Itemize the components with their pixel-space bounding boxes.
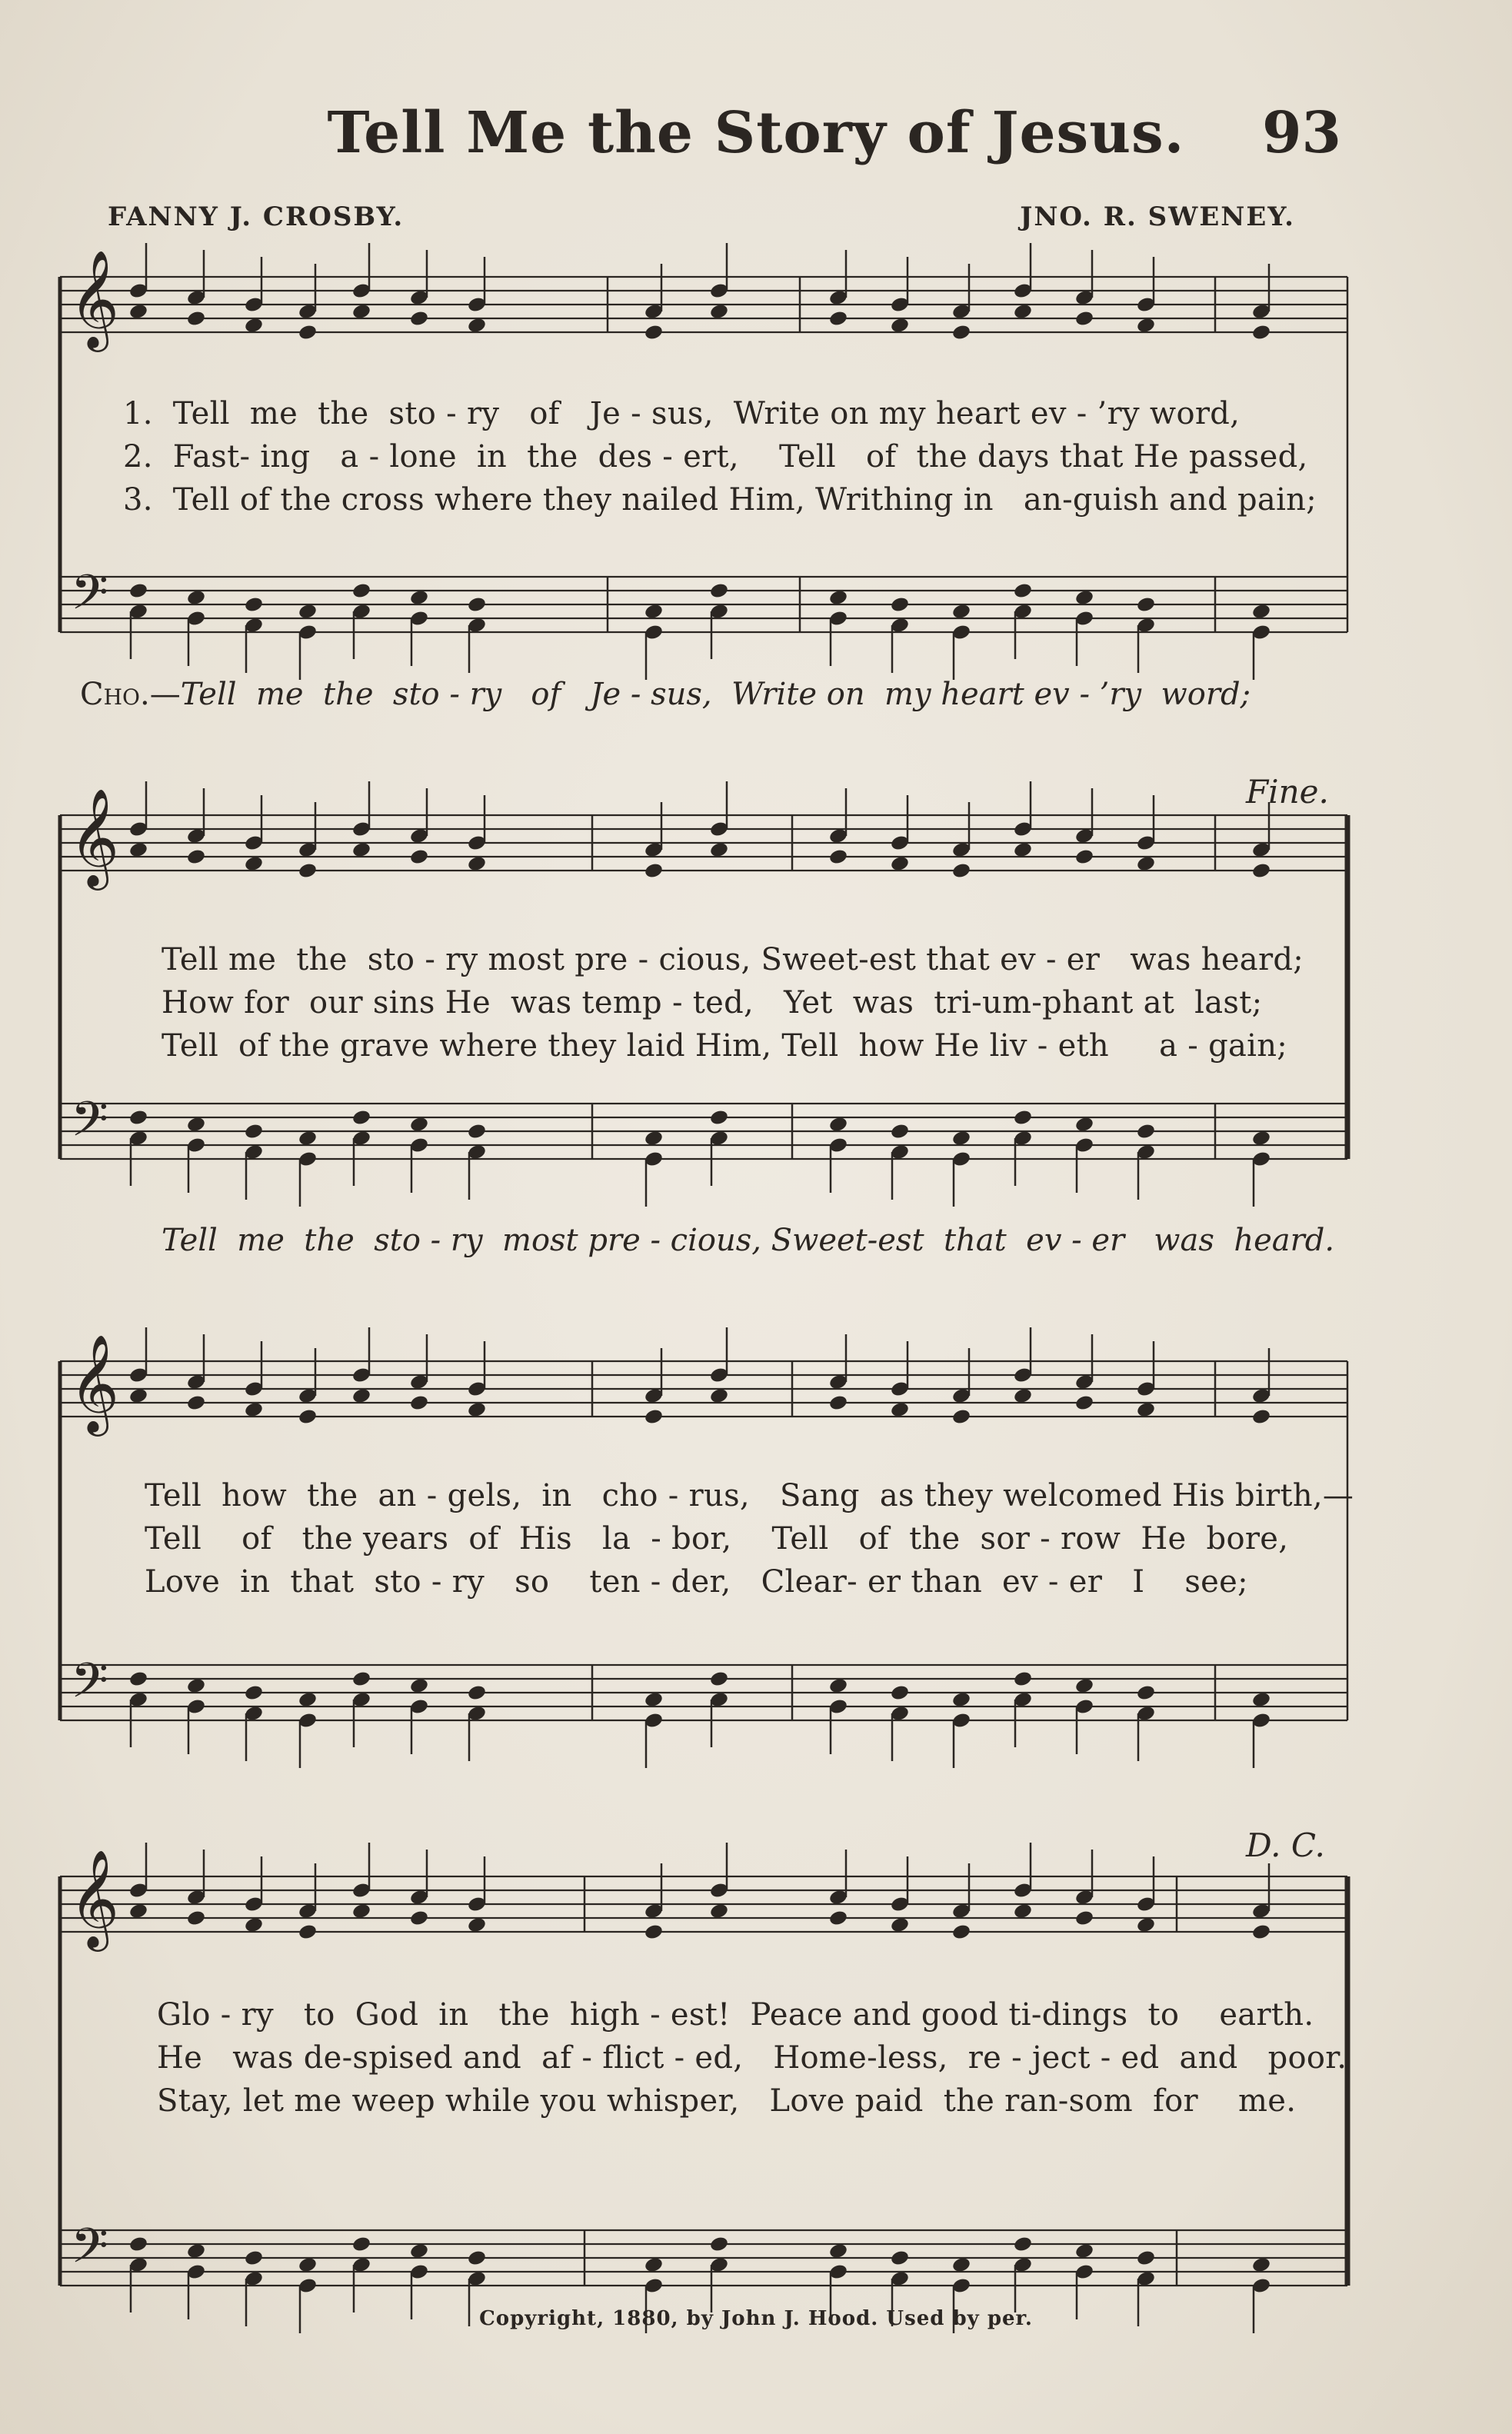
verse-1-line-3: Tell how the an - gels, in cho - rus, Sang as they welcomed His birth,—	[145, 1478, 1354, 1513]
page-number: 93	[1262, 100, 1341, 166]
verse-2-line-3: Tell of the years of His la - bor, Tell of the sor - row He bore,	[145, 1521, 1289, 1557]
verse-2-line-2: How for our sins He was temp - ted, Yet was tri-um-phant at last;	[162, 985, 1263, 1021]
system-4-bass-clef-icon: 𝄢	[71, 2217, 108, 2286]
copyright-notice: Copyright, 1880, by John J. Hood. Used by per.	[479, 2307, 1033, 2330]
chorus-text-1: Tell me the sto - ry of Je - sus, Write on my heart ev - ’ry word;	[180, 677, 1251, 712]
chorus-line-2: Tell me the sto - ry most pre - cious, Sweet-est that ev - er was heard.	[162, 1223, 1335, 1258]
fine-mark: Fine.	[1246, 773, 1329, 811]
verse-2-line-1: 2. Fast- ing a - lone in the des - ert, Tell of the days that He passed,	[123, 439, 1308, 474]
verse-3-line-4: Stay, let me weep while you whisper, Love paid the ran-som for me.	[157, 2083, 1297, 2119]
chorus-label: Cho.—	[80, 677, 181, 712]
system-1-treble-clef-icon: 𝄞	[69, 249, 120, 348]
verse-3-line-1: 3. Tell of the cross where they nailed Him, Writhing in an-guish and pain;	[123, 482, 1317, 518]
chorus-line-1	[80, 677, 1251, 712]
verse-1-line-1: 1. Tell me the sto - ry of Je - sus, Write on my heart ev - ’ry word,	[123, 396, 1241, 431]
hymn-title: Tell Me the Story of Jesus.	[327, 100, 1185, 166]
verse-3-line-3: Love in that sto - ry so ten - der, Clear- er than ev - er I see;	[145, 1564, 1248, 1600]
verse-1-line-2: Tell me the sto - ry most pre - cious, Sweet-est that ev - er was heard;	[162, 942, 1304, 977]
author-credit: FANNY J. CROSBY.	[108, 201, 405, 232]
dc-mark: D. C.	[1246, 1826, 1325, 1864]
system-3-bass-clef-icon: 𝄢	[71, 1652, 108, 1720]
system-1-bass-clef-icon: 𝄢	[71, 564, 108, 632]
system-3-treble-clef-icon: 𝄞	[69, 1334, 120, 1432]
verse-2-line-4: He was de-spised and af - flict - ed, Home-less, re - ject - ed and poor.	[157, 2040, 1347, 2076]
system-2-bass-clef-icon: 𝄢	[71, 1090, 108, 1159]
verse-1-line-4: Glo - ry to God in the high - est! Peace and good ti-dings to earth.	[157, 1997, 1314, 2033]
system-2-treble-clef-icon: 𝄞	[69, 787, 120, 886]
system-4-treble-clef-icon: 𝄞	[69, 1849, 120, 1947]
composer-credit: JNO. R. SWENEY.	[1020, 201, 1295, 232]
verse-3-line-2: Tell of the grave where they laid Him, Tell how He liv - eth a - gain;	[162, 1028, 1288, 1064]
